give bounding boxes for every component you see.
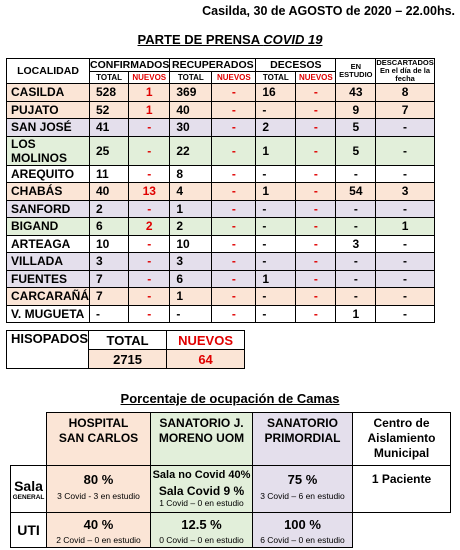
cell-confirmados-total: 11: [90, 165, 129, 183]
cell-decesos-nuevos: -: [296, 218, 336, 236]
cell-recuperados-total: -: [170, 305, 212, 323]
cell-recuperados-nuevos: -: [212, 305, 256, 323]
table-row: [7, 305, 435, 323]
subheader-total: TOTAL: [256, 72, 296, 84]
cell-en-estudio: -: [336, 218, 376, 236]
col-centro-l1: Centro de: [373, 416, 430, 430]
cell-recuperados-nuevos: -: [212, 218, 256, 236]
col-primordial: [253, 413, 353, 466]
cell-confirmados-nuevos: 13: [129, 183, 170, 201]
header-decesos: DECESOS: [256, 59, 336, 72]
cell-descartados: -: [376, 288, 434, 306]
sala-moreno: [151, 466, 253, 513]
cell-confirmados-total: 6: [90, 218, 129, 236]
cell-recuperados-nuevos: -: [212, 101, 256, 119]
cell-en-estudio: 3: [336, 235, 376, 253]
cell-en-estudio: -: [336, 200, 376, 218]
title-emphasis: COVID 19: [263, 32, 323, 47]
hisopados-nuevos-value: 64: [167, 350, 245, 369]
hisopados-label: HISOPADOS: [7, 331, 89, 369]
cell-recuperados-total: 1: [170, 288, 212, 306]
cell-en-estudio: 5: [336, 119, 376, 137]
cell-localidad: CHABÁS: [7, 183, 90, 201]
uti-hospital-pct: 40 %: [83, 517, 114, 532]
subheader-nuevos: NUEVOS: [129, 72, 170, 84]
cell-decesos-nuevos: -: [296, 288, 336, 306]
uti-label: UTI: [17, 522, 40, 538]
cell-confirmados-nuevos: 1: [129, 101, 170, 119]
cell-confirmados-nuevos: -: [129, 119, 170, 137]
col-primordial-l2: PRIMORDIAL: [264, 431, 341, 445]
cell-recuperados-nuevos: -: [212, 84, 256, 102]
sala-primordial-pct: 75 %: [287, 472, 318, 487]
col-primordial-l1: SANATORIO: [267, 416, 338, 430]
cell-decesos-total: -: [256, 253, 296, 271]
cell-descartados: -: [376, 200, 434, 218]
cell-decesos-nuevos: -: [296, 183, 336, 201]
header-descartados: DESCARTADOS En el día de la fecha: [376, 58, 434, 83]
cell-recuperados-nuevos: -: [212, 119, 256, 137]
covid-cases-table: [6, 58, 435, 323]
cell-localidad: BIGAND: [7, 218, 90, 236]
cell-confirmados-total: 25: [90, 136, 129, 165]
cell-recuperados-total: 369: [170, 84, 212, 102]
uti-hospital-note: 2 Covid – 0 en estudio: [56, 535, 141, 545]
cell-localidad: CASILDA: [7, 84, 90, 102]
cell-confirmados-total: -: [90, 305, 129, 323]
sala-primordial-note: 3 Covid – 6 en estudio: [260, 491, 345, 501]
cell-en-estudio: -: [336, 288, 376, 306]
page-title: [0, 32, 460, 47]
cell-decesos-nuevos: -: [296, 305, 336, 323]
table-row: [7, 288, 435, 306]
cell-recuperados-nuevos: -: [212, 253, 256, 271]
cell-decesos-nuevos: -: [296, 235, 336, 253]
col-moreno-l2: MORENO UOM: [158, 431, 245, 445]
cell-confirmados-total: 10: [90, 235, 129, 253]
sala-hospital-pct: 80 %: [83, 472, 114, 487]
cell-localidad: ARTEAGA: [7, 235, 90, 253]
title-prefix: PARTE DE PRENSA: [137, 32, 264, 47]
cell-decesos-nuevos: -: [296, 253, 336, 271]
col-hospital-l1: HOSPITAL: [68, 416, 129, 430]
camas-title: Porcentaje de ocupación de Camas: [120, 391, 340, 406]
sala-centro: [353, 466, 451, 513]
cell-confirmados-total: 528: [90, 84, 129, 102]
cell-en-estudio: 54: [336, 183, 376, 201]
cell-en-estudio: 43: [336, 84, 376, 102]
sala-moreno-l1: Sala no Covid 40%: [152, 469, 251, 481]
cell-descartados: 1: [376, 218, 434, 236]
hisopados-table: [6, 330, 245, 369]
cell-decesos-total: -: [256, 165, 296, 183]
cell-decesos-total: -: [256, 200, 296, 218]
cell-recuperados-nuevos: -: [212, 288, 256, 306]
table-row: [7, 183, 435, 201]
cell-en-estudio: 5: [336, 136, 376, 165]
cell-confirmados-nuevos: -: [129, 165, 170, 183]
cell-recuperados-total: 4: [170, 183, 212, 201]
cell-confirmados-total: 7: [90, 288, 129, 306]
cell-decesos-total: -: [256, 101, 296, 119]
header-en-estudio: EN ESTUDIO: [336, 59, 376, 84]
cell-decesos-total: 1: [256, 270, 296, 288]
table-row: [7, 270, 435, 288]
cell-localidad: CARCARAÑÁ: [7, 288, 90, 306]
cell-recuperados-total: 1: [170, 200, 212, 218]
cell-descartados: -: [376, 165, 434, 183]
uti-primordial-note: 6 Covid – 0 en estudio: [260, 535, 345, 545]
hisopados-total-value: 2715: [89, 350, 167, 369]
uti-moreno-pct: 12.5 %: [181, 517, 222, 532]
cell-decesos-total: 2: [256, 119, 296, 137]
cell-decesos-total: -: [256, 305, 296, 323]
sala-centro-value: 1 Paciente: [371, 472, 432, 486]
empty-corner: [11, 413, 47, 466]
cell-recuperados-nuevos: -: [212, 200, 256, 218]
table-row: [7, 200, 435, 218]
cell-decesos-total: -: [256, 218, 296, 236]
table-row: [7, 235, 435, 253]
table-row: [7, 136, 435, 165]
col-centro-l2: Aislamiento: [367, 431, 436, 445]
cell-descartados: -: [376, 119, 434, 137]
row-uti-label: [11, 513, 47, 548]
cell-en-estudio: -: [336, 165, 376, 183]
cell-en-estudio: -: [336, 270, 376, 288]
subheader-nuevos: NUEVOS: [296, 72, 336, 84]
cell-descartados: -: [376, 235, 434, 253]
cell-confirmados-nuevos: -: [129, 270, 170, 288]
cell-recuperados-total: 40: [170, 101, 212, 119]
cell-confirmados-total: 41: [90, 119, 129, 137]
cell-localidad: FUENTES: [7, 270, 90, 288]
cell-localidad: SANFORD: [7, 200, 90, 218]
sala-primordial: [253, 466, 353, 513]
subheader-nuevos: NUEVOS: [212, 72, 256, 84]
hisopados-nuevos-label: NUEVOS: [167, 331, 245, 350]
cell-decesos-nuevos: -: [296, 84, 336, 102]
cell-localidad: LOS MOLINOS: [7, 136, 90, 165]
sala-hospital: [47, 466, 151, 513]
header-localidad: LOCALIDAD: [7, 59, 90, 84]
cell-confirmados-total: 52: [90, 101, 129, 119]
cell-descartados: 8: [376, 84, 434, 102]
cell-decesos-nuevos: -: [296, 119, 336, 137]
cell-localidad: SAN JOSÉ: [7, 119, 90, 137]
uti-primordial: [253, 513, 353, 548]
camas-table: [10, 412, 451, 548]
cell-recuperados-total: 8: [170, 165, 212, 183]
cell-descartados: -: [376, 253, 434, 271]
cell-recuperados-nuevos: -: [212, 183, 256, 201]
col-centro-l3: Municipal: [373, 446, 430, 460]
report-date: Casilda, 30 de AGOSTO de 2020 – 22.00hs.: [202, 4, 455, 18]
cell-confirmados-nuevos: 1: [129, 84, 170, 102]
col-moreno-l1: SANATORIO J.: [159, 416, 244, 430]
cell-descartados: -: [376, 136, 434, 165]
header-confirmados: CONFIRMADOS: [90, 59, 170, 71]
cell-confirmados-nuevos: -: [129, 136, 170, 165]
sala-hospital-note: 3 Covid - 3 en estudio: [57, 491, 140, 501]
subheader-total: TOTAL: [90, 72, 129, 84]
cell-descartados: 3: [376, 183, 434, 201]
cell-localidad: V. MUGUETA: [7, 305, 90, 323]
cell-decesos-total: 1: [256, 136, 296, 165]
cell-decesos-nuevos: -: [296, 270, 336, 288]
cell-confirmados-nuevos: -: [129, 235, 170, 253]
sala-sub: GENERAL: [12, 493, 45, 501]
cell-recuperados-total: 3: [170, 253, 212, 271]
cell-recuperados-total: 10: [170, 235, 212, 253]
cell-confirmados-total: 3: [90, 253, 129, 271]
sala-moreno-l2: Sala Covid 9 %: [158, 484, 245, 498]
cell-recuperados-total: 2: [170, 218, 212, 236]
cell-decesos-total: -: [256, 235, 296, 253]
cell-confirmados-nuevos: -: [129, 305, 170, 323]
table-row: [7, 253, 435, 271]
table-row: [7, 165, 435, 183]
cell-en-estudio: -: [336, 253, 376, 271]
cell-decesos-nuevos: -: [296, 200, 336, 218]
cell-localidad: VILLADA: [7, 253, 90, 271]
cell-confirmados-nuevos: -: [129, 288, 170, 306]
cell-localidad: PUJATO: [7, 101, 90, 119]
cell-decesos-nuevos: -: [296, 165, 336, 183]
row-sala-label: [11, 466, 47, 513]
cell-descartados: -: [376, 305, 434, 323]
cell-decesos-nuevos: -: [296, 101, 336, 119]
subheader-total: TOTAL: [170, 72, 212, 84]
cell-descartados: 7: [376, 101, 434, 119]
col-hospital-l2: SAN CARLOS: [58, 431, 139, 445]
hisopados-total-label: TOTAL: [89, 331, 167, 350]
uti-moreno-note: 0 Covid – 0 en estudio: [159, 535, 244, 545]
sala-moreno-note: 1 Covid – 0 en estudio: [159, 498, 244, 508]
cell-confirmados-total: 7: [90, 270, 129, 288]
cell-recuperados-total: 22: [170, 136, 212, 165]
cell-en-estudio: 9: [336, 101, 376, 119]
uti-primordial-pct: 100 %: [284, 517, 321, 532]
sala-label: Sala: [14, 477, 43, 494]
cell-recuperados-nuevos: -: [212, 235, 256, 253]
cell-recuperados-total: 30: [170, 119, 212, 137]
cell-confirmados-total: 40: [90, 183, 129, 201]
table-row: [7, 84, 435, 102]
header-recuperados: RECUPERADOS: [170, 59, 256, 72]
cell-confirmados-nuevos: 2: [129, 218, 170, 236]
table-row: [7, 218, 435, 236]
cell-localidad: AREQUITO: [7, 165, 90, 183]
cell-recuperados-nuevos: -: [212, 165, 256, 183]
cell-confirmados-nuevos: -: [129, 253, 170, 271]
cell-recuperados-nuevos: -: [212, 136, 256, 165]
cell-descartados: -: [376, 270, 434, 288]
cell-decesos-total: 16: [256, 84, 296, 102]
table-row: [7, 119, 435, 137]
cell-confirmados-nuevos: -: [129, 200, 170, 218]
uti-centro-empty: [353, 513, 451, 548]
uti-moreno: [151, 513, 253, 548]
cell-decesos-nuevos: -: [296, 136, 336, 165]
col-moreno: [151, 413, 253, 466]
col-hospital: [47, 413, 151, 466]
cell-decesos-total: -: [256, 288, 296, 306]
cell-en-estudio: 1: [336, 305, 376, 323]
cell-recuperados-total: 6: [170, 270, 212, 288]
col-centro: [353, 413, 451, 466]
table-row: [7, 101, 435, 119]
cell-decesos-total: 1: [256, 183, 296, 201]
table-body: [7, 84, 435, 323]
cell-recuperados-nuevos: -: [212, 270, 256, 288]
uti-hospital: [47, 513, 151, 548]
cell-confirmados-total: 2: [90, 200, 129, 218]
